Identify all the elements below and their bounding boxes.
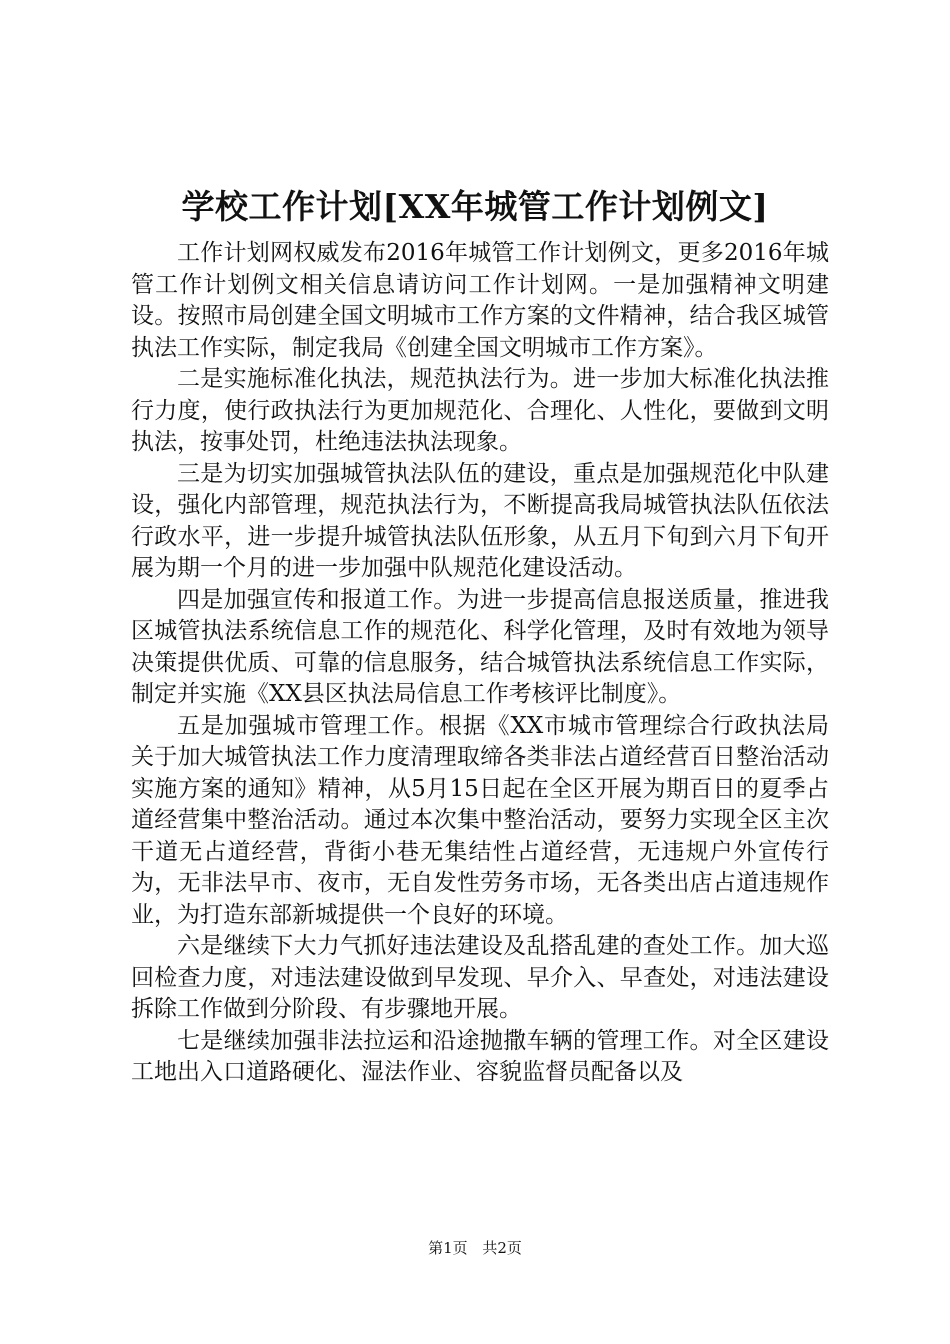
document-body bbox=[131, 238, 829, 1089]
paragraph-4: 四是加强宣传和报道工作。为进一步提高信息报送质量，推进我区城管执法系统信息工作的规范化、科学化管理，及时有效地为领导决策提供优质、可靠的信息服务，结合城管执法系统信息工作实际，制定并实施《XX县区执法局信息工作考核评比制度》。 bbox=[131, 586, 829, 707]
page-number-total: 共2页 bbox=[482, 1239, 522, 1257]
paragraph-3: 三是为切实加强城管执法队伍的建设，重点是加强规范化中队建设，强化内部管理，规范执法行为，不断提高我局城管执法队伍依法行政水平，进一步提升城管执法队伍形象，从五月下旬到六月下旬开展为期一个月的进一步加强中队规范化建设活动。 bbox=[131, 460, 829, 581]
paragraph-5: 五是加强城市管理工作。根据《XX市城市管理综合行政执法局关于加大城管执法工作力度清理取缔各类非法占道经营百日整治活动实施方案的通知》精神，从5月15日起在全区开展为期百日的夏季占道经营集中整治活动。通过本次集中整治活动，要努力实现全区主次干道无占道经营，背街小巷无集结性占道经营，无违规户外宣传行为，无非法早市、夜市，无自发性劳务市场，无各类出店占道违规作业，为打造东部新城提供一个良好的环境。 bbox=[131, 712, 829, 928]
paragraph-7: 七是继续加强非法拉运和沿途抛撒车辆的管理工作。对全区建设工地出入口道路硬化、湿法作业、容貌监督员配备以及 bbox=[131, 1027, 829, 1085]
paragraph-1: 工作计划网权威发布2016年城管工作计划例文，更多2016年城管工作计划例文相关信息请访问工作计划网。一是加强精神文明建设。按照市局创建全国文明城市工作方案的文件精神，结合我区城管执法工作实际，制定我局《创建全国文明城市工作方案》。 bbox=[131, 240, 829, 361]
page-number-current: 第1页 bbox=[428, 1239, 468, 1257]
paragraph-2: 二是实施标准化执法，规范执法行为。进一步加大标准化执法推行力度，使行政执法行为更加规范化、合理化、人性化，要做到文明执法，按事处罚，杜绝违法执法现象。 bbox=[131, 366, 829, 455]
document-title: 学校工作计划[XX年城管工作计划例文] bbox=[181, 187, 769, 226]
paragraph-6: 六是继续下大力气抓好违法建设及乱搭乱建的查处工作。加大巡回检查力度，对违法建设做到早发现、早介入、早查处，对违法建设拆除工作做到分阶段、有步骤地开展。 bbox=[131, 933, 829, 1022]
page-footer bbox=[0, 1238, 950, 1258]
